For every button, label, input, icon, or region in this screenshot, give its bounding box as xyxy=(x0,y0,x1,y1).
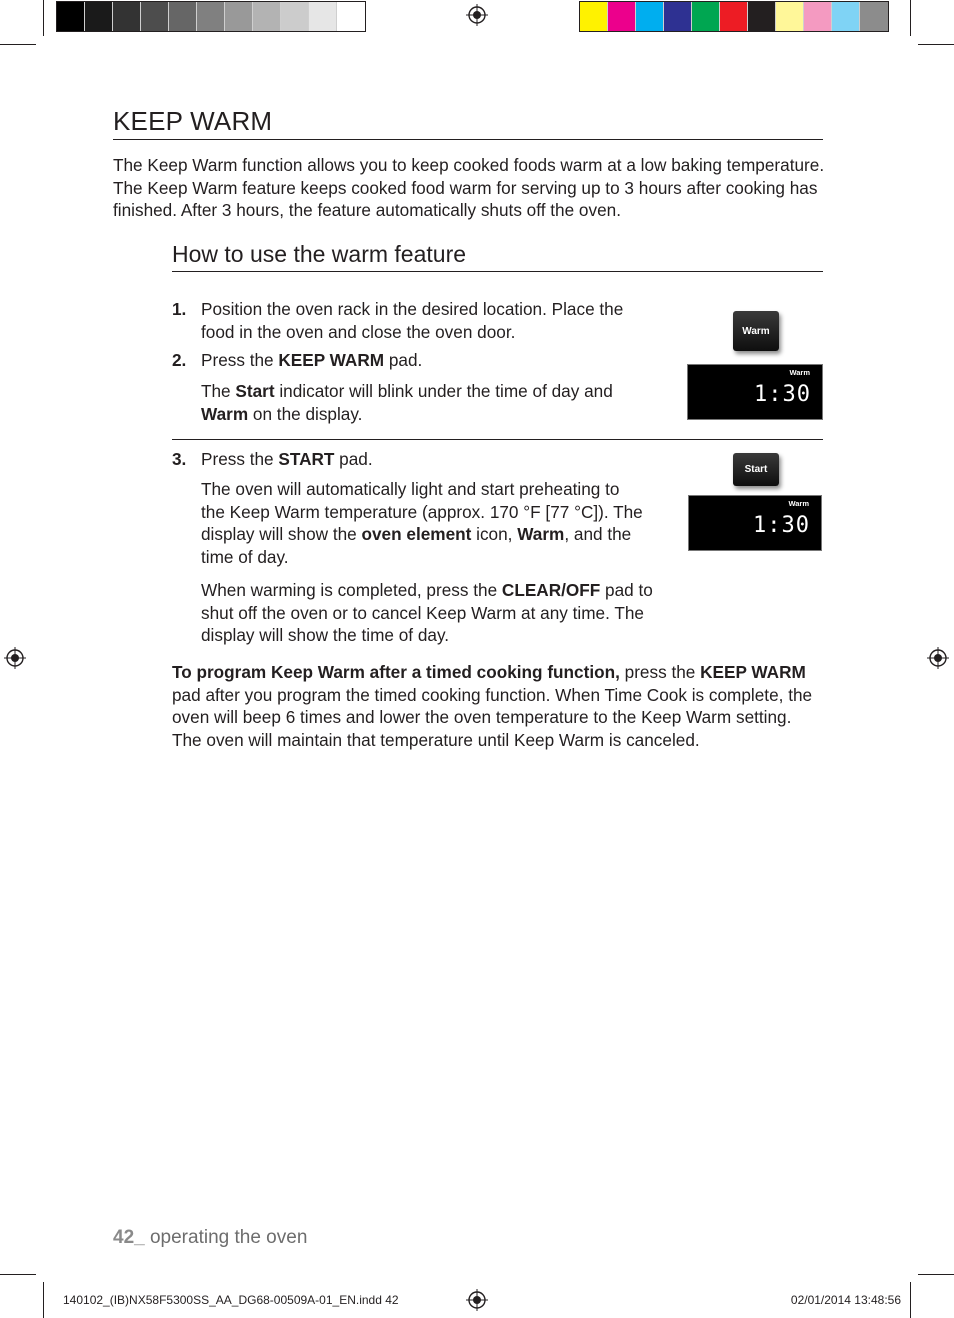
color-swatch xyxy=(253,2,281,31)
gray-color-bar xyxy=(56,1,366,32)
step-number: 1. xyxy=(172,299,187,319)
cmyk-color-bar xyxy=(579,1,889,32)
page-footer xyxy=(113,1227,307,1249)
registration-mark-icon xyxy=(4,647,26,669)
subsection-rule xyxy=(172,271,823,272)
crop-mark xyxy=(43,0,44,36)
step-1 xyxy=(172,298,652,343)
color-swatch xyxy=(225,2,253,31)
color-swatch xyxy=(664,2,692,31)
step-3 xyxy=(172,448,652,471)
display-warm-label: Warm xyxy=(789,368,810,377)
page-number: 42_ xyxy=(113,1227,145,1248)
color-swatch xyxy=(85,2,113,31)
color-swatch xyxy=(692,2,720,31)
intro-paragraph: The Keep Warm function allows you to keep cooked foods warm at a low baking temperature. The Keep Warm feature keeps cooked food warm for serving up to 3 hours after cooking has finished. After 3 hours, the feature automatically shuts off the oven. xyxy=(113,155,825,221)
title-rule xyxy=(113,139,823,140)
crop-mark xyxy=(0,1274,36,1275)
warm-pad-illustration xyxy=(733,311,779,351)
crop-mark xyxy=(918,44,954,45)
step-3-completion-note: When warming is completed, press the CLEAR/OFF pad to shut off the oven or to cancel Keep Warm at any time. The display will show the time of day. xyxy=(201,580,653,646)
slug-date: 02/01/2014 13:48:56 xyxy=(790,1293,901,1307)
page-title: KEEP WARM xyxy=(113,106,273,136)
step-divider xyxy=(172,439,823,440)
subsection-title: How to use the warm feature xyxy=(172,241,467,267)
display-time: 1:30 xyxy=(754,382,811,407)
oven-display-illustration xyxy=(688,495,822,551)
registration-mark-icon xyxy=(466,4,488,26)
color-swatch xyxy=(608,2,636,31)
color-swatch xyxy=(197,2,225,31)
display-warm-label: Warm xyxy=(788,499,809,508)
color-swatch xyxy=(832,2,860,31)
step-2 xyxy=(172,349,652,372)
display-time: 1:30 xyxy=(753,513,810,538)
color-swatch xyxy=(636,2,664,31)
step-number: 2. xyxy=(172,350,187,370)
crop-mark xyxy=(910,1282,911,1318)
color-swatch xyxy=(141,2,169,31)
color-swatch xyxy=(860,2,888,31)
footer-section: operating the oven xyxy=(144,1227,308,1248)
color-swatch xyxy=(580,2,608,31)
color-swatch xyxy=(748,2,776,31)
step-2-note: The Start indicator will blink under the time of day and Warm on the display. xyxy=(201,381,613,424)
pad-label: Start xyxy=(744,464,768,475)
color-swatch xyxy=(776,2,804,31)
step-text: Position the oven rack in the desired location. Place the food in the oven and close the oven door. xyxy=(201,299,624,342)
slug-filename: 140102_(IB)NX58F5300SS_AA_DG68-00509A-01_EN.indd 42 xyxy=(63,1293,399,1307)
color-swatch xyxy=(309,2,337,31)
crop-mark xyxy=(910,0,911,36)
step-3-note: The oven will automatically light and start preheating to the Keep Warm temperature (approx. 170 °F [77 °C]). The display will show the oven element icon, Warm, and the time of day. xyxy=(201,479,643,567)
color-swatch xyxy=(113,2,141,31)
step-text: Press the KEEP WARM pad. xyxy=(201,350,423,370)
color-swatch xyxy=(169,2,197,31)
color-swatch xyxy=(57,2,85,31)
registration-mark-icon xyxy=(927,647,949,669)
color-swatch xyxy=(720,2,748,31)
start-pad-illustration xyxy=(733,453,779,486)
pad-label: Warm xyxy=(742,325,770,337)
step-text: Press the START pad. xyxy=(201,449,373,469)
oven-display-illustration xyxy=(687,364,823,420)
crop-mark xyxy=(918,1274,954,1275)
registration-mark-icon xyxy=(466,1289,488,1311)
color-swatch xyxy=(804,2,832,31)
color-swatch xyxy=(281,2,309,31)
timed-cooking-paragraph: To program Keep Warm after a timed cooking function, press the KEEP WARM pad after you program the timed cooking function. When Time Cook is complete, the oven will beep 6 times and lower the oven temperature to the Keep Warm setting. The oven will maintain that temperature until Keep Warm is canceled. xyxy=(172,662,813,750)
crop-mark xyxy=(43,1282,44,1318)
color-swatch xyxy=(337,2,365,31)
crop-mark xyxy=(0,44,36,45)
step-number: 3. xyxy=(172,449,187,469)
